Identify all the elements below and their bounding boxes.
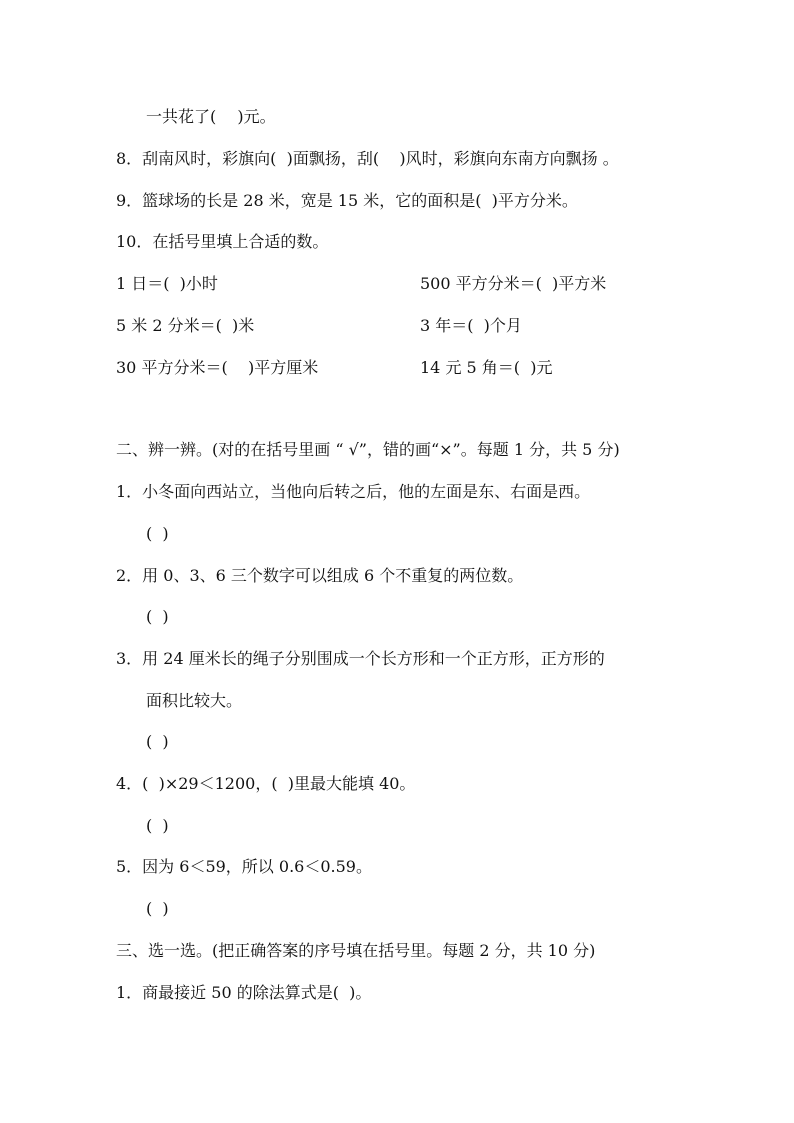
judge-q3-continuation: 面积比较大。 xyxy=(146,691,243,710)
conversion-item: 500 平方分米＝( )平方米 xyxy=(420,274,607,293)
q7-continuation: 一共花了( )元。 xyxy=(146,107,276,126)
section-3-heading: 三、选一选。(把正确答案的序号填在括号里。每题 2 分，共 10 分) xyxy=(116,941,596,960)
choice-q1-text: 1．商最接近 50 的除法算式是( )。 xyxy=(116,983,372,1002)
q9-text: 9．篮球场的长是 28 米，宽是 15 米，它的面积是( )平方分米。 xyxy=(116,191,578,210)
conversion-item: 14 元 5 角＝( )元 xyxy=(420,358,553,377)
conversion-item: 1 日＝( )小时 xyxy=(116,274,218,293)
q10-text: 10．在括号里填上合适的数。 xyxy=(116,232,329,251)
answer-blank: ( ) xyxy=(146,899,169,918)
judge-q5-text: 5．因为 6＜59，所以 0.6＜0.59。 xyxy=(116,857,372,876)
answer-blank: ( ) xyxy=(146,732,169,751)
judge-q3-text: 3．用 24 厘米长的绳子分别围成一个长方形和一个正方形，正方形的 xyxy=(116,649,605,668)
judge-q4-text: 4．( )×29＜1200，( )里最大能填 40。 xyxy=(116,774,416,793)
conversion-item: 3 年＝( )个月 xyxy=(420,316,522,335)
q8-text: 8．刮南风时，彩旗向( )面飘扬，刮( )风时，彩旗向东南方向飘扬 。 xyxy=(116,149,619,168)
answer-blank: ( ) xyxy=(146,607,169,626)
conversion-item: 5 米 2 分米＝( )米 xyxy=(116,316,255,335)
section-2-heading: 二、辨一辨。(对的在括号里画 “ √”，错的画“×”。每题 1 分，共 5 分) xyxy=(116,440,620,459)
judge-q2-text: 2．用 0、3、6 三个数字可以组成 6 个不重复的两位数。 xyxy=(116,566,524,585)
judge-q1-text: 1．小冬面向西站立，当他向后转之后，他的左面是东、右面是西。 xyxy=(116,482,591,501)
answer-blank: ( ) xyxy=(146,524,169,543)
answer-blank: ( ) xyxy=(146,816,169,835)
conversion-item: 30 平方分米＝( )平方厘米 xyxy=(116,358,319,377)
